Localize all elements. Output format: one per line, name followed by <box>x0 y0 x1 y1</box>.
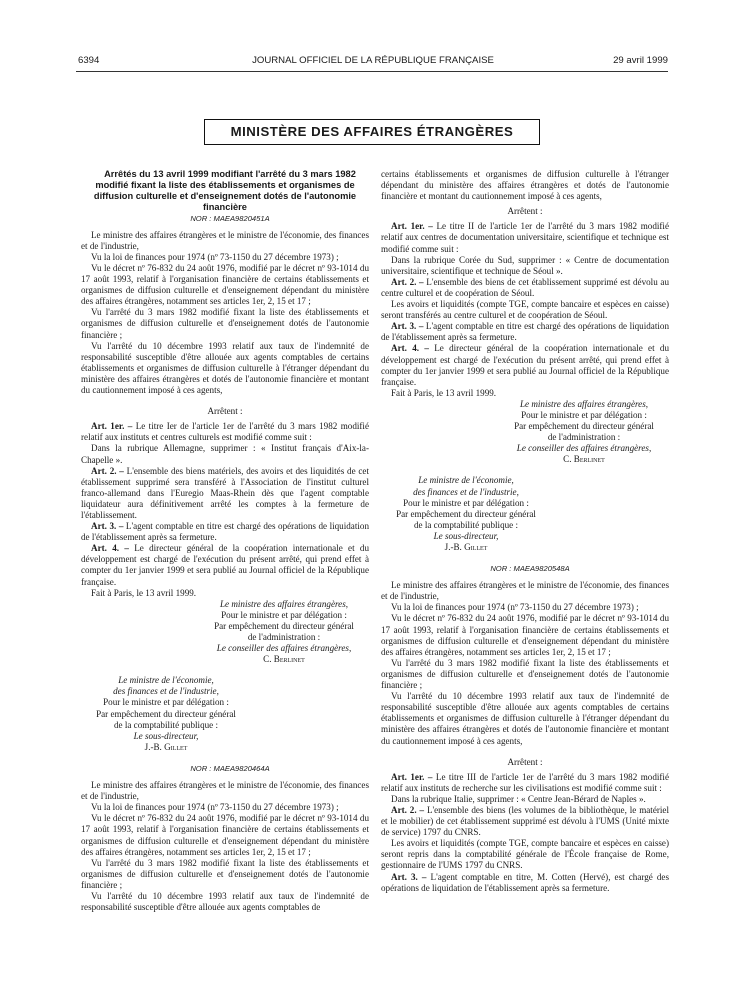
paragraph: Vu la loi de finances pour 1974 (nº 73-1150 du 27 décembre 1973) ; <box>91 802 339 813</box>
article: Art. 4. – Le directeur général de la coopération internationale et du développement est chargé de l'exécution du présent arrêté, qui prend effet à compter du 1er janvier 1999 et sera publié au Journal officiel de la République française. <box>381 343 669 387</box>
nor-reference: NOR : MAEA9820464A <box>190 763 270 773</box>
ministry-heading: MINISTÈRE DES AFFAIRES ÉTRANGÈRES <box>204 119 540 145</box>
article: Art. 2. – L'ensemble des biens matériels, des avoirs et des liquidités de cet établissement supprimé sera transféré à l'Association de l'institut culturel franco-allemand dans l'Euregio Maas-Rhein dès que l'agent comptable liquidateur aura définitivement arrêté les comptes à la fermeture de l'établissement. <box>81 465 369 520</box>
article: Art. 3. – L'agent comptable en titre est chargé des opérations de liquidation de l'établissement après sa fermeture. <box>381 321 669 343</box>
paragraph: Dans la rubrique Italie, supprimer : « Centre Jean-Bérard de Naples ». <box>391 793 646 804</box>
paragraph: Les avoirs et liquidités (compte TGE, compte bancaire et espèces en caisse) seront repris dans la comptabilité générale de l'École française de Rome, gestionnaire de l'UMS 1797 du CNRS. <box>381 838 669 871</box>
paragraph: Les avoirs et liquidités (compte TGE, compte bancaire et espèces en caisse) seront transférés au centre culturel et de coopération de Séoul. <box>381 299 669 321</box>
article: Art. 2. – L'ensemble des biens (les volumes de la bibliothèque, le matériel et le mobilier) de cet établissement supprimé est dévolu à l'UMS (Unité mixte de service) 1797 du CNRS. <box>381 804 669 838</box>
arretent-heading: Arrêtent : <box>507 206 543 217</box>
article: Art. 4. – Le directeur général de la coopération internationale et du développement est chargé de l'exécution du présent arrêté, qui prend effet à compter du 1er janvier 1999 et sera publié au Journal officiel de la République française. <box>81 543 369 587</box>
signature-block: Le ministre des affaires étrangères, Pour le ministre et par délégation : Par empêchement du directeur général de l'administration : Le conseiller des affaires étrangères, C. Berlinet <box>514 398 654 465</box>
paragraph: Dans la rubrique Allemagne, supprimer : « Institut français d'Aix-la-Chapelle ». <box>81 443 369 465</box>
paragraph: Le ministre des affaires étrangères et le ministre de l'économie, des finances et de l'industrie, <box>381 580 669 602</box>
right-column <box>381 169 669 894</box>
article: Art. 1er. – Le titre Ier de l'article 1er de l'arrêté du 3 mars 1982 modifié relatif aux instituts et centres culturels est modifié comme suit : <box>81 421 369 443</box>
paragraph: Vu la loi de finances pour 1974 (nº 73-1150 du 27 décembre 1973) ; <box>391 602 639 613</box>
signature-block: Le ministre de l'économie, des finances et de l'industrie, Pour le ministre et par délégation : Par empêchement du directeur général de la comptabilité publique : Le sous-directeur, J.-B. Gillet <box>96 675 236 752</box>
article: Art. 3. – L'agent comptable en titre est chargé des opérations de liquidation de l'établissement après sa fermeture. <box>81 521 369 543</box>
article: Art. 2. – L'ensemble des biens de cet établissement supprimé est dévolu au centre culturel et de coopération de Séoul. <box>381 276 669 298</box>
paragraph: Vu l'arrêté du 10 décembre 1993 relatif aux taux de l'indemnité de responsabilité susceptible d'être allouée aux agents comptables de certains établissements et organismes de diffusion culturelle à l'étranger dépendant du ministère des affaires étrangères et dotés de l'autonomie financière et montant du cautionnement imposé à ces agents, <box>381 691 669 746</box>
journal-title: JOURNAL OFFICIEL DE LA RÉPUBLIQUE FRANÇAISE <box>252 55 494 66</box>
paragraph: certains établissements et organismes de diffusion culturelle à l'étranger dépendant du ministère des affaires étrangères et dotés de l'autonomie financière et montant du cautionnement imposé à ces agents, <box>381 169 669 202</box>
publication-date: 29 avril 1999 <box>613 55 668 66</box>
paragraph: Vu l'arrêté du 3 mars 1982 modifié fixant la liste des établissements et organismes de diffusion culturelle et d'enseignement dotés de l'autonomie financière ; <box>381 657 669 691</box>
paragraph: Vu l'arrêté du 3 mars 1982 modifié fixant la liste des établissements et organismes de diffusion culturelle et d'enseignement dotés de l'autonomie financière ; <box>81 307 369 340</box>
header-rule <box>76 71 668 72</box>
page-header <box>78 55 668 71</box>
nor-reference: NOR : MAEA9820451A <box>190 213 270 223</box>
article: Art. 3. – L'agent comptable en titre, M. Cotten (Hervé), est chargé des opérations de liquidation de l'établissement après sa fermeture. <box>381 871 670 893</box>
page-number: 6394 <box>78 55 100 66</box>
paragraph: Vu la loi de finances pour 1974 (nº 73-1150 du 27 décembre 1973) ; <box>91 251 339 262</box>
nor-reference: NOR : MAEA9820548A <box>490 564 570 574</box>
signature-block: Le ministre de l'économie, des finances et de l'industrie, Pour le ministre et par délégation : Par empêchement du directeur général de la comptabilité publique : Le sous-directeur, J.-B. Gillet <box>396 475 536 552</box>
paragraph: Vu l'arrêté du 10 décembre 1993 relatif aux taux de l'indemnité de responsabilité susceptible d'être allouée aux agents comptables de <box>81 890 369 913</box>
decree-title: Arrêtés du 13 avril 1999 modifiant l'arrêté du 3 mars 1982 modifié fixant la liste des établissements et organismes de diffusion culturelle et d'enseignement dotés de l'autonomie financière <box>93 169 357 212</box>
arretent-heading: Arrêtent : <box>507 756 543 767</box>
left-column <box>81 169 369 913</box>
article: Art. 1er. – Le titre III de l'article 1er de l'arrêté du 3 mars 1982 modifié relatif aux instituts de recherche sur les civilisations est modifié comme suit : <box>381 771 669 793</box>
paragraph: Dans la rubrique Corée du Sud, supprimer : « Centre de documentation universitaire, scientifique et technique de Séoul ». <box>381 254 669 276</box>
signing-place-date: Fait à Paris, le 13 avril 1999. <box>391 387 497 398</box>
signing-place-date: Fait à Paris, le 13 avril 1999. <box>91 587 197 598</box>
paragraph: Le ministre des affaires étrangères et le ministre de l'économie, des finances et de l'industrie, <box>81 780 369 802</box>
paragraph: Vu l'arrêté du 10 décembre 1993 relatif aux taux de l'indemnité de responsabilité susceptible d'être allouée aux agents comptables de certains établissements et organismes de diffusion culturelle à l'étranger dépendant du ministère des affaires étrangères et dotés de l'autonomie financière et montant du cautionnement imposé à ces agents, <box>81 340 369 396</box>
paragraph: Le ministre des affaires étrangères et le ministre de l'économie, des finances et de l'industrie, <box>81 229 369 251</box>
paragraph: Vu le décret nº 76-832 du 24 août 1976, modifié par le décret nº 93-1014 du 17 août 1993, relatif à l'organisation financière de certains établissements et organismes de diffusion culturelle et d'enseignement dépendant du ministère des affaires étrangères, notamment ses articles 1er, 2, 15 et 17 ; <box>81 813 369 857</box>
paragraph: Vu le décret nº 76-832 du 24 août 1976, modifié par le décret nº 93-1014 du 17 août 1993, relatif à l'organisation financière de certains établissements et organismes de diffusion culturelle et d'enseignement dépendant du ministère des affaires étrangères, notamment ses articles 1er, 2, 15 et 17 ; <box>381 613 669 657</box>
arretent-heading: Arrêtent : <box>207 406 243 417</box>
signature-block: Le ministre des affaires étrangères, Pour le ministre et par délégation : Par empêchement du directeur général de l'administration : Le conseiller des affaires étrangères, C. Berlinet <box>214 598 354 665</box>
paragraph: Vu le décret nº 76-832 du 24 août 1976, modifié par le décret nº 93-1014 du 17 août 1993, relatif à l'organisation financière de certains établissements et organismes de diffusion culturelle et d'enseignement dépendant du ministère des affaires étrangères, notamment ses articles 1er, 2, 15 et 17 ; <box>81 263 369 307</box>
article: Art. 1er. – Le titre II de l'article 1er de l'arrêté du 3 mars 1982 modifié relatif aux centres de documentation universitaire, scientifique et technique est modifié comme suit : <box>381 221 669 254</box>
paragraph: Vu l'arrêté du 3 mars 1982 modifié fixant la liste des établissements et organismes de diffusion culturelle et d'enseignement dotés de l'autonomie financière ; <box>81 857 369 890</box>
